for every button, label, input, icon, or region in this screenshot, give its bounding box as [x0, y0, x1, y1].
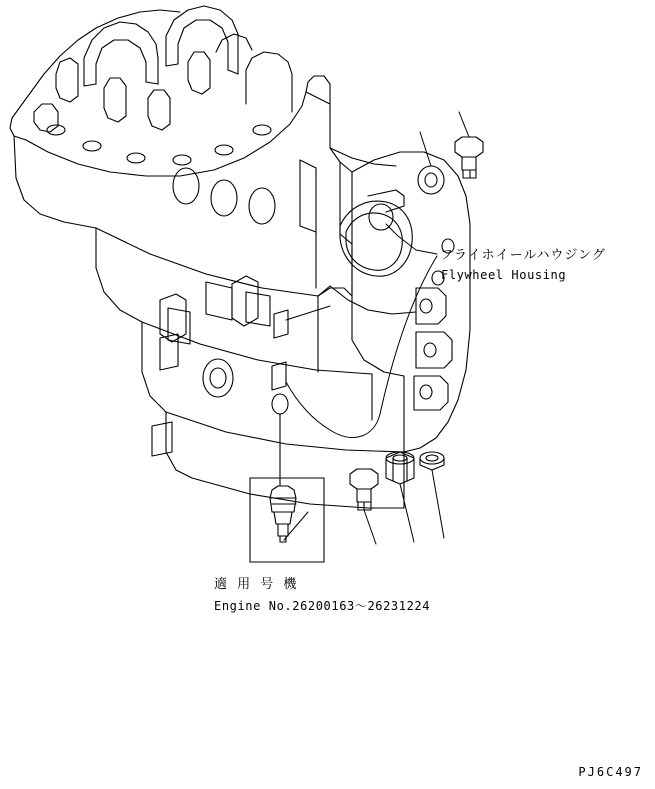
part-spacer-lower [386, 452, 414, 484]
part-bolt-upper [455, 137, 483, 178]
flywheel-housing-label-jp: フライホイールハウジング [440, 248, 606, 263]
engine-number-note-jp: 適 用 号 機 [214, 577, 300, 592]
detail-box [250, 478, 324, 562]
flywheel-housing-label-en: Flywheel Housing [441, 268, 567, 282]
part-bolt-lower [350, 469, 378, 510]
cylinder-block-top [10, 6, 330, 176]
flywheel-housing-body [318, 152, 470, 452]
flywheel-housing-label [440, 244, 606, 282]
part-washer-lower [420, 452, 444, 470]
engine-number-note [214, 573, 430, 614]
leader-lines [280, 112, 469, 544]
engine-number-note-en: Engine No.26200163〜26231224 [214, 599, 431, 613]
cylinder-block-body [14, 92, 404, 508]
part-washer-upper [418, 166, 444, 194]
drawing-number: PJ6C497 [578, 765, 643, 779]
